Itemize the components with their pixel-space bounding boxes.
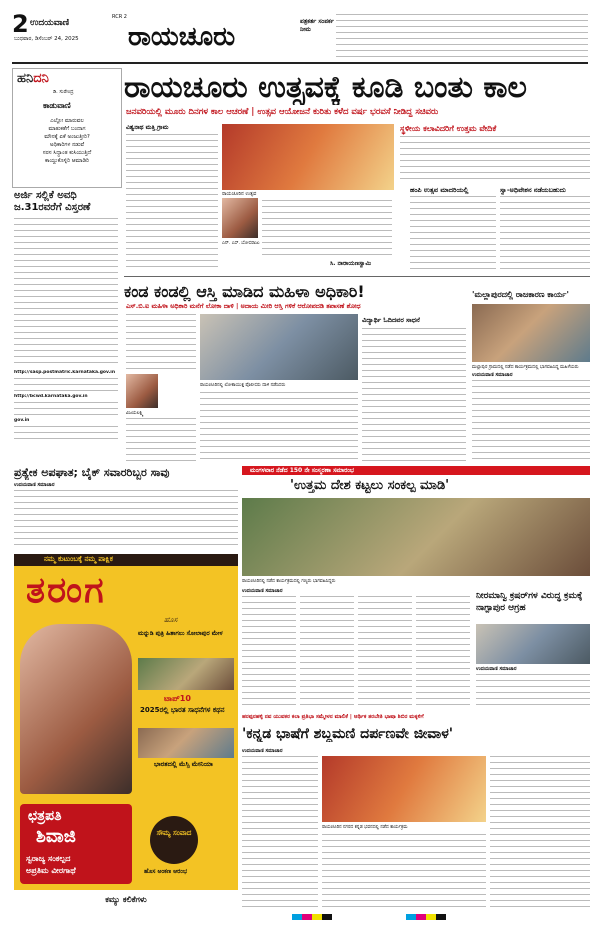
ad-badge <box>150 816 198 864</box>
story5-byline: ಉದಯವಾಣಿ ಸಮಾಚಾರ <box>242 588 283 594</box>
contact-label: ಪತ್ರಕರ್ತ ಸಂಪರ್ಕ ನೀಮ <box>300 18 334 33</box>
masthead-notice <box>336 14 588 60</box>
lead-rule <box>124 276 590 277</box>
lead-body-col-4 <box>410 196 496 270</box>
story7-body-col-2 <box>322 834 486 910</box>
ad-top-line: ನಮ್ಮ ಕುಟುಂಬಕ್ಕೆ ನಮ್ಮ ಪಾಕ್ಷಿಕ <box>44 555 113 563</box>
brand-dani: ದನಿ <box>33 71 49 86</box>
ad-hero-name-2: ಶಿವಾಜಿ <box>36 826 76 847</box>
verse-line: ಮೌನಕ್ಕೆ ಏಕೆ ಅಂಜುತ್ತೀರಿ? <box>44 134 90 140</box>
story6-photo <box>476 624 590 664</box>
story3-body <box>472 380 590 462</box>
story2-body-col-1 <box>126 314 196 370</box>
lead-kicker: ವಿಶ್ವನಾಥ ಮತ್ತಿ ಗ್ರಾಮ <box>126 124 169 131</box>
story6-headline: ನೀರಮಾನ್ವಿ ಕ್ರಷರ್‌ಗಳ ವಿರುದ್ಧ ಕ್ರಮಕ್ಕೆ ನಾಗ್ಪಾಪುರ ಆಗ್ರಹ <box>476 591 583 613</box>
lead-body-col-5 <box>500 196 590 270</box>
ad-item-1: ಮನ್ನುಡಿ ಪುತ್ರಿ ಹಿತಾಗಲು ಸೋಲಾಪುರ ಮೇಳ <box>138 630 223 637</box>
story5-headline: 'ಉತ್ತಮ ದೇಶ ಕಟ್ಟಲು ಸಂಕಲ್ಪ ಮಾಡಿ' <box>290 478 450 493</box>
ad-item-4: ಭಾರತದಲ್ಲಿ ಮೆಸ್ಸಿ ಮೇನಿಯಾ <box>154 760 213 768</box>
story4-headline: ಪ್ರತ್ಯೇಕ ಅಪಘಾತ; ಬೈಕ್ ಸವಾರರಿಬ್ಬರ ಸಾವು <box>14 466 170 479</box>
story7-body-col-1 <box>242 756 318 910</box>
ad-title: ತರಂಗ <box>26 570 106 611</box>
story2-box-title: ವಿದ್ಯಾರ್ಥಿ ಓದಿದವರ ಸಾಧನೆ <box>362 316 420 324</box>
hani-logo <box>17 71 49 86</box>
lead-photo <box>222 124 394 190</box>
date-line: ಬುಧವಾರ, ಡಿಸೆಂಬರ್ 24, 2025 <box>14 36 79 42</box>
sidebar-body-text <box>14 426 118 444</box>
story5-body-col-3 <box>358 596 412 710</box>
story2-box-body <box>362 328 466 462</box>
story2-portrait-caption: ವಿಜಯಲಕ್ಷ್ಮಿ <box>126 411 144 416</box>
lead-photo-caption: ರಾಯಚೂರಿನ ಉತ್ಸವ <box>222 191 257 197</box>
ad-badge-text: ಸೌಮ್ಯ ಸಂವಾದ <box>156 829 192 837</box>
lead-portrait <box>222 198 258 238</box>
story3-byline: ಉದಯವಾಣಿ ಸಮಾಚಾರ <box>472 372 513 378</box>
story5-body-col-4 <box>416 596 470 710</box>
portrait-caption: ಎನ್. ಎಸ್. ಬೋಸರಾಜು <box>222 241 260 246</box>
registration-mark <box>292 914 332 920</box>
sidebar-link[interactable]: gov.in <box>14 418 30 423</box>
ad-hero-tag-2: ಅಪ್ರತಿಮ ವೀರಗಾಥೆ <box>26 866 76 875</box>
sidebar-subheadline: ಅರ್ಜಿ ಸಲ್ಲಿಕೆ ಅವಧಿ ಜ.31ರವರೆಗೆ ವಿಸ್ತರಣೆ <box>14 190 91 213</box>
lead-body-col-3 <box>400 136 590 184</box>
lead-headline: ರಾಯಚೂರು ಉತ್ಸವಕ್ಕೆ ಕೂಡಿ ಬಂತು ಕಾಲ <box>124 70 527 105</box>
story2-subhead: ಎಸ್.ಬಿ.ಐ ಮಹಿಳಾ ಅಧಿಕಾರಿ ಮನೆಗೆ ಲೋಕಾ ದಾಳಿ | ಅದಾಯ ಮೀರಿ ಆಸ್ತಿ ಗಳಿಕೆ ಆರೋಪದಡಿ ತಪಾಸಣೆ ಶೋಧ <box>126 302 361 310</box>
lead-body-col-1 <box>126 134 218 270</box>
story2-portrait <box>126 374 158 408</box>
ad-item-3: 2025ರಲ್ಲಿ ಭಾರತ ಸಾಧನೆಗಳ ಕಥನ <box>140 706 225 714</box>
story2-body-col-3 <box>200 392 358 462</box>
ad-hero-name-1: ಛತ್ರಪತಿ <box>28 808 62 824</box>
ad-sub: ಹೊಸ <box>164 616 178 624</box>
story3-photo <box>472 304 590 362</box>
ad-new-issue: ಹೊಸ ಅಂಕಣ ಆರಂಭ <box>144 868 188 875</box>
lead-body-col-2 <box>262 200 392 256</box>
lead-byline: ಸಿ. ನಾರಾಯಣಸ್ವಾಮಿ <box>330 260 372 267</box>
sidebar-body-text <box>14 402 118 416</box>
ad-messi-photo <box>138 728 234 758</box>
sidebar-body-text <box>14 218 118 368</box>
story7-photo <box>322 756 486 822</box>
story5-photo-caption: ರಾಯಚೂರಿನಲ್ಲಿ ನಡೆದ ಕಾರ್ಯಕ್ರಮದಲ್ಲಿ ಗಣ್ಯರು ಭಾಗವಹಿಸಿದ್ದರು <box>242 579 336 584</box>
story4-byline: ಉದಯವಾಣಿ ಸಮಾಚಾರ <box>14 482 55 488</box>
story4-body <box>14 490 238 548</box>
sidebar-link[interactable]: http://bcwd.karnataka.gov.in <box>14 394 88 399</box>
story7-byline: ಉದಯವಾಣಿ ಸಮಾಚಾರ <box>242 748 283 754</box>
story7-photo-caption: ರಾಯಚೂರಿನ ನಗರದ ಕನ್ನಡ ಭವನದಲ್ಲಿ ನಡೆದ ಕಾರ್ಯಕ್ರಮ <box>322 825 408 830</box>
verse-line: ಮಾತುಕತೆಗೆ ಬಂದಾಗ <box>48 126 86 132</box>
column-title: ಕಾಡುವಾಣಿ <box>43 101 71 110</box>
brand-hani: ಹನಿ <box>17 71 34 86</box>
story7-headline: 'ಕನ್ನಡ ಭಾಷೆಗೆ ಶಬ್ದಮಣಿ ದರ್ಪಣವೇ ಜೀವಾಳ' <box>242 726 454 742</box>
story7-body-col-3 <box>490 756 590 910</box>
page-number: 2 <box>12 10 29 38</box>
ad-hero-figure <box>20 624 132 794</box>
paper-name: ಉದಯವಾಣಿ <box>30 18 70 28</box>
sidebar-body-text <box>14 378 118 392</box>
brand-credit: ಡಿ. ಸುರೇಂದ್ರ <box>53 89 74 95</box>
story5-photo <box>242 498 590 576</box>
city-title: ರಾಯಚೂರು <box>128 22 236 52</box>
lead-subhead: ಜನವರಿಯಲ್ಲಿ ಮೂರು ದಿನಗಳ ಕಾಲ ಆಚರಣೆ | ಉತ್ಸವ ಆಯೋಜನೆ ಕುರಿತು ಕಳೆದ ವರ್ಷ ಭರವಸೆ ನೀಡಿದ್ದ ಸಚಿವರು <box>126 107 439 117</box>
column-verse <box>19 117 115 165</box>
story3-photo-caption: ಮಲ್ಲಾಪುರ ಗ್ರಾಮದಲ್ಲಿ ನಡೆದ ಕಾರ್ಯಕ್ರಮದಲ್ಲಿ ಭಾಗವಹಿಸಿದ್ದ ಮಹಿಳೆಯರು <box>472 365 579 370</box>
story5-body-col-1 <box>242 596 296 710</box>
story5-body-col-2 <box>300 596 354 710</box>
registration-mark <box>406 914 446 920</box>
story6-byline: ಉದಯವಾಣಿ ಸಮಾಚಾರ <box>476 666 517 672</box>
story2-photo-caption: ರಾಯಚೂರಿನಲ್ಲಿ ಲೋಕಾಯುಕ್ತ ಪೊಲೀಸರು ದಾಳಿ ನಡೆಸಿದರು <box>200 383 286 388</box>
taranga-ad[interactable] <box>14 554 238 910</box>
verse-line: ಕಾಯ್ದುಕೊಳ್ಳಿರಿ ಆಮಾಡಿರಿ <box>45 158 89 164</box>
masthead-rule <box>12 62 588 64</box>
story7-kicker: ಹರಪ್ಪನಹಳ್ಳಿ ನವ ಯುವಕರ ಕಲಾ ಪ್ರತಿಭಾ ಸಮ್ಮೇಳನ ಮಾಲಿಕೆ | ಆರ್ಥಿಕ ತರಬೇತಿ ಭಾಷಾ ಶಿಬಿರ ಮಕ್ಕಳಿಗೆ <box>242 714 424 720</box>
ad-footer: ಕಮ್ಯು ಕಲಿಕೆಗಳು <box>14 890 238 910</box>
story2-headline: ಕಂಡ ಕಂಡಲ್ಲಿ ಆಸ್ತಿ ಮಾಡಿದ ಮಹಿಳಾ ಅಧಿಕಾರಿ! <box>124 282 365 301</box>
ad-item-photo <box>138 658 234 690</box>
lead-side-head-2: ಹಂಪಿ ಉತ್ಸವ ಮಾದರಿಯಲ್ಲಿ <box>410 186 469 194</box>
verse-line: ಅಧಿಕಾರಿಗಳ ನಡುವೆ <box>49 142 85 148</box>
story2-body-col-2 <box>126 418 196 462</box>
sidebar-link[interactable]: http://sasp.postmatric.karnataka.gov.in <box>14 370 116 375</box>
story3-headline: 'ಮಲ್ಲಾಪುರದಲ್ಲಿ ರಾಜಕಾರಣ ಕಾರ್ಯ' <box>472 290 569 299</box>
edition-tag: RCR 2 <box>112 14 127 20</box>
ad-hero-tag-1: ಸ್ವರಾಜ್ಯ ಸಂಕಲ್ಪದ <box>26 854 71 863</box>
verse-line: ಎಲ್ಲೋ ಮಾರುವಲ <box>50 118 84 124</box>
story5-kicker: ಮಂಗಳವಾರ ನೆಡೆದ 150 ನೇ ಸಂಸ್ಮರಣಾ ಸಮಾರಂಭ <box>250 467 355 474</box>
hanidani-box <box>12 68 122 188</box>
verse-line: ಸರಸ ಸಿದ್ಧಾಂತ ಕುಸಿಯುತ್ತಿದೆ <box>42 150 92 156</box>
lead-side-head-3: ಸ್ವಾ-ಅಧಿವೇಶನ ನಡೆಯಬಹುದು <box>500 186 566 194</box>
story2-photo <box>200 314 358 380</box>
story6-body <box>476 674 590 710</box>
lead-side-head-1: ಸ್ಥಳೀಯ ಕಲಾವಿದರಿಗೆ ಉತ್ತಮ ವೇದಿಕೆ <box>400 124 497 133</box>
ad-item-2: ಟಾಪ್10 <box>164 694 191 703</box>
